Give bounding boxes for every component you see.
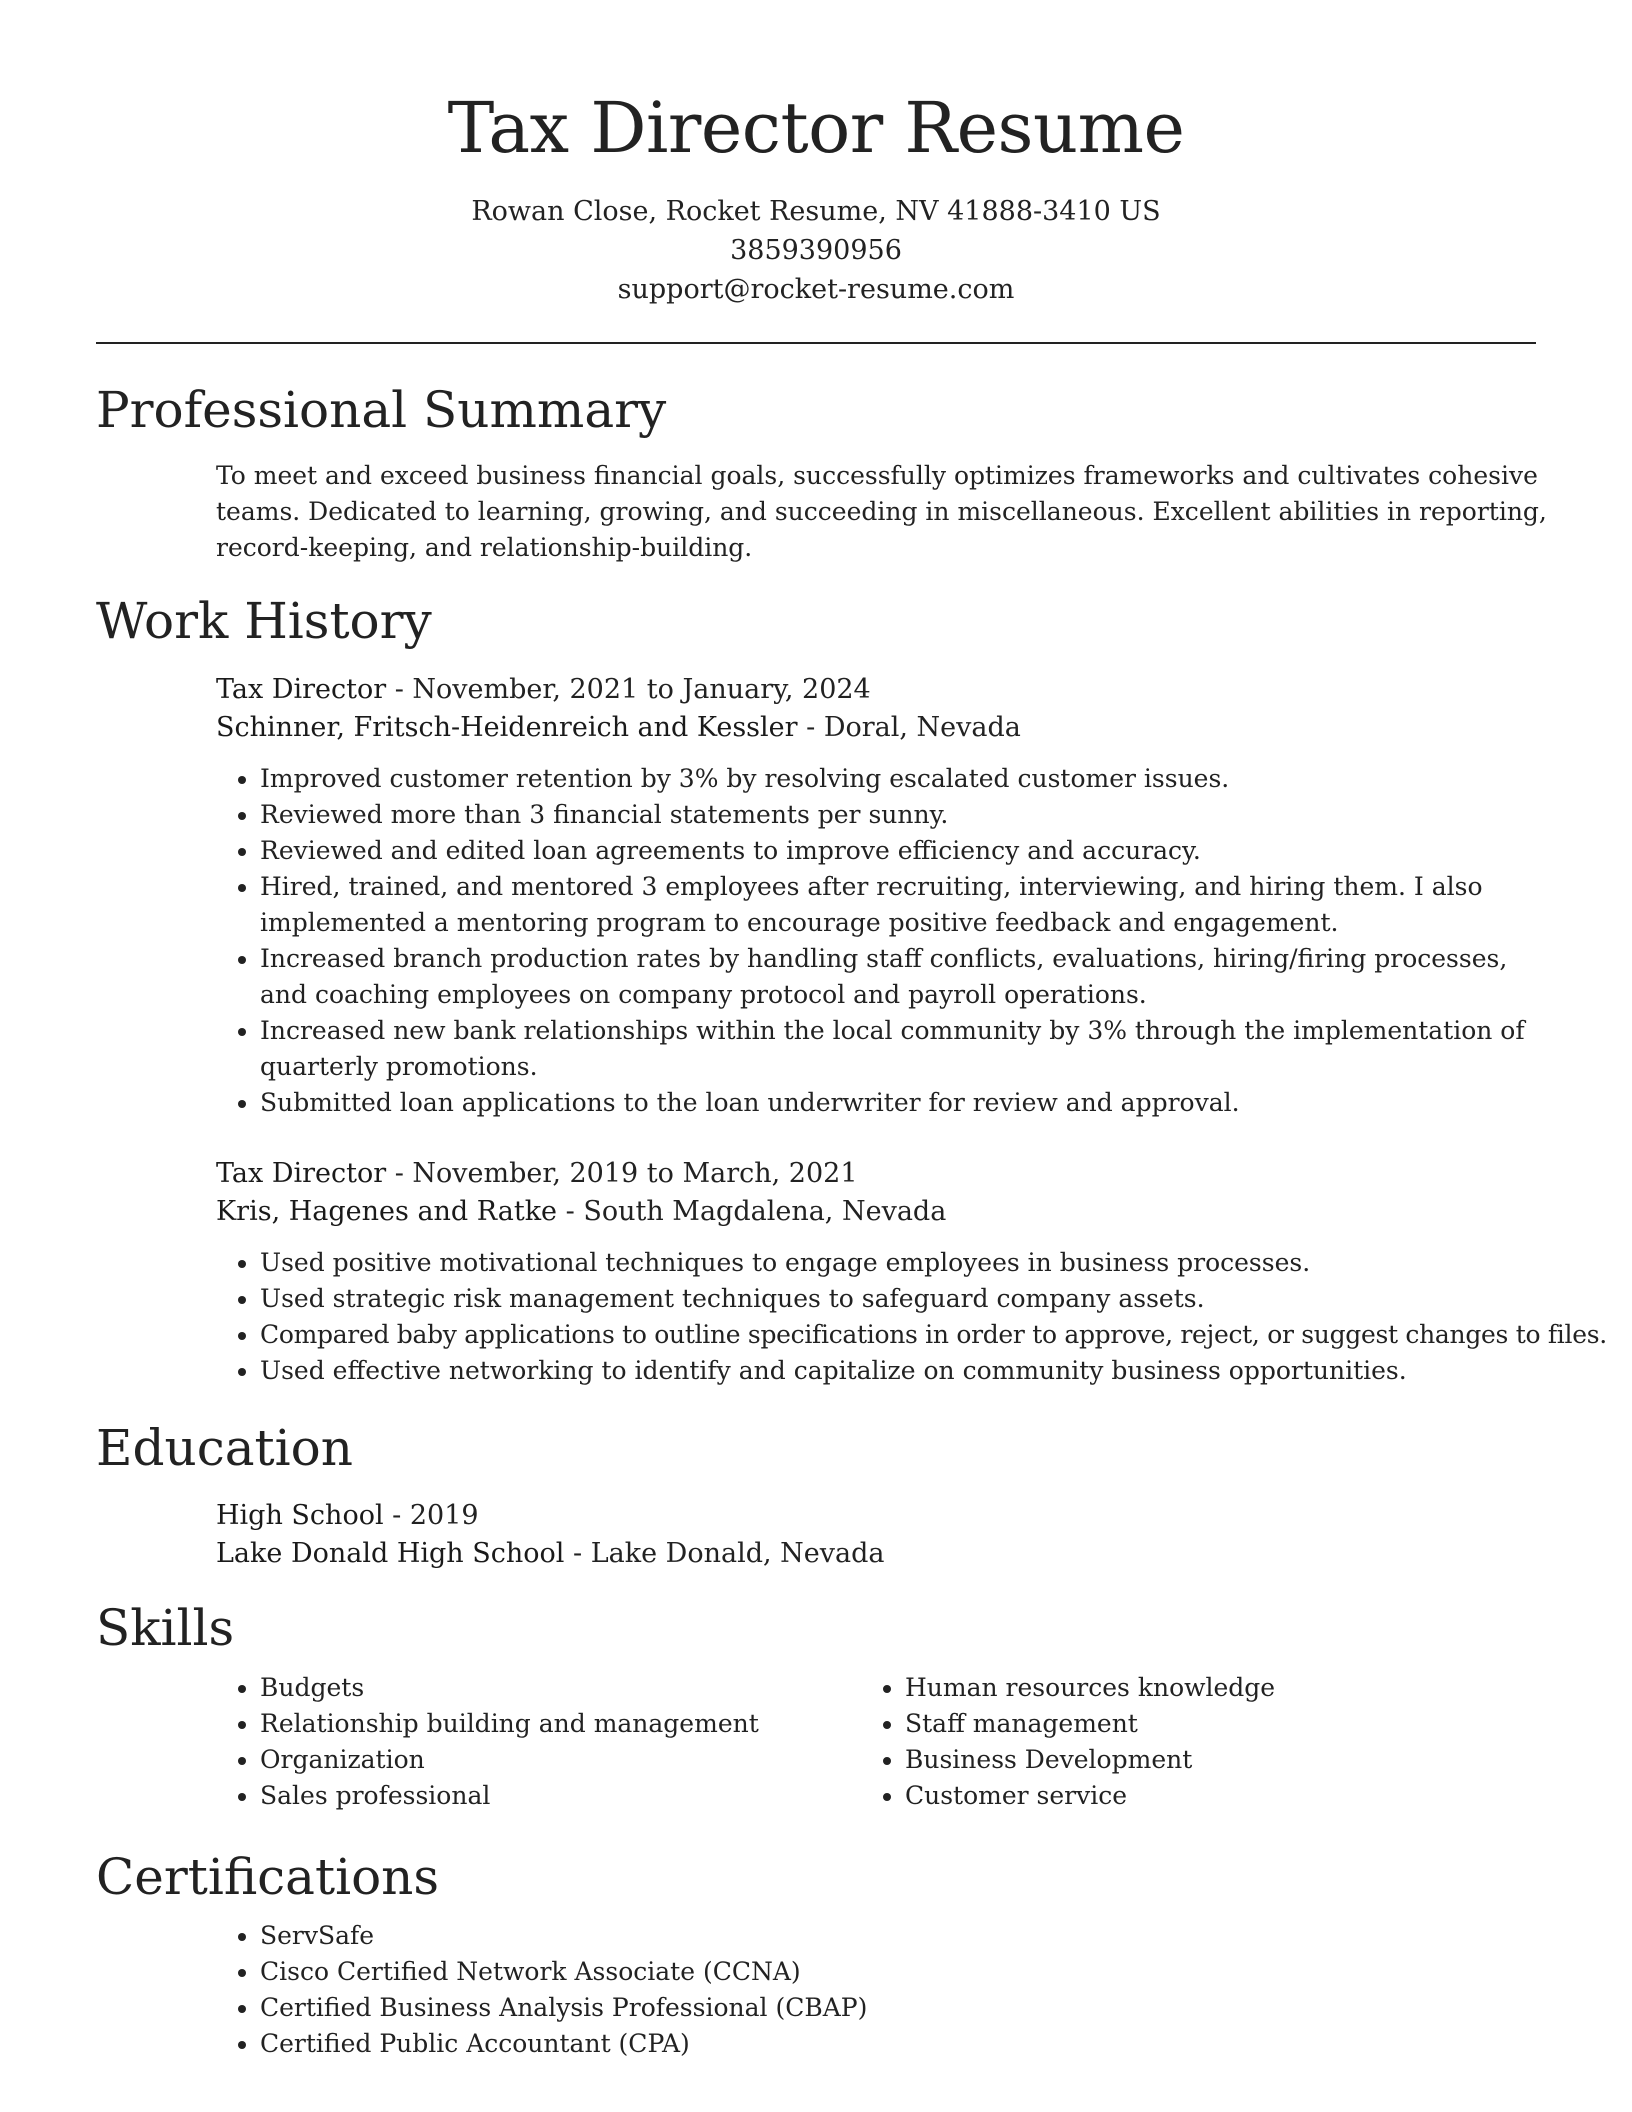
job-dates: - November, 2019 to March, 2021 [386, 1158, 858, 1189]
job-bullet: • Used strategic risk management techniques to safeguard company assets. [260, 1281, 1552, 1317]
job-location: - South Magdalena, Nevada [557, 1196, 947, 1227]
certification-item: • Cisco Certified Network Associate (CCNA) [260, 1954, 1552, 1990]
job-bullet-list [216, 1245, 1607, 1389]
job-bullet: • Used effective networking to identify and capitalize on community business opportunities. [260, 1353, 1552, 1389]
skill-item: • Sales professional [260, 1778, 856, 1814]
certifications-list [216, 1918, 1552, 2062]
job-company: Kris, Hagenes and Ratke [216, 1196, 558, 1227]
job-bullet: • Reviewed more than 3 financial statements per sunny. [260, 797, 1552, 833]
education-degree: High School [216, 1500, 384, 1531]
job-bullet-list [216, 761, 1552, 1121]
skills-list-left [216, 1670, 856, 1814]
job-bullet: • Increased new bank relationships within the local community by 3% through the implementation of quarterly promotions. [260, 1013, 1552, 1085]
section-title-work-history: Work History [96, 592, 432, 650]
section-title-education: Education [96, 1419, 353, 1477]
job-bullet: • Improved customer retention by 3% by resolving escalated customer issues. [260, 761, 1552, 797]
skills-list-right [861, 1670, 1501, 1814]
resume-title: Tax Director Resume [447, 87, 1185, 169]
education-location: - Lake Donald, Nevada [564, 1538, 885, 1569]
certification-item: • Certified Business Analysis Professional (CBAP) [260, 1990, 1552, 2026]
skill-item: • Budgets [260, 1670, 856, 1706]
certification-item: • ServSafe [260, 1918, 1552, 1954]
job-entry [216, 671, 1552, 1121]
education-degree-line [216, 1497, 1552, 1535]
skill-item: • Customer service [905, 1778, 1501, 1814]
skill-item: • Human resources knowledge [905, 1670, 1501, 1706]
education-school-line [216, 1535, 1552, 1573]
header-divider [96, 342, 1536, 344]
skill-item: • Staff management [905, 1706, 1501, 1742]
resume-header [0, 0, 1632, 309]
contact-address: Rowan Close, Rocket Resume, NV 41888-3410 US [471, 196, 1161, 227]
contact-info [0, 192, 1632, 309]
certifications-block [216, 1918, 1552, 2062]
contact-email: support@rocket-resume.com [617, 274, 1015, 305]
section-title-skills: Skills [96, 1599, 235, 1657]
section-title-summary: Professional Summary [96, 381, 667, 439]
job-company-line [216, 709, 1552, 747]
job-title: Tax Director [216, 674, 387, 705]
job-bullet: • Hired, trained, and mentored 3 employees after recruiting, interviewing, and hiring them. I also implemented a mentoring program to encourage positive feedback and engagement. [260, 869, 1552, 941]
job-location: - Doral, Nevada [797, 712, 1021, 743]
job-bullet: • Compared baby applications to outline specifications in order to approve, reject, or suggest changes to files. [260, 1317, 1552, 1353]
skill-item: • Relationship building and management [260, 1706, 856, 1742]
job-title-line [216, 1155, 1552, 1193]
section-title-certifications: Certifications [96, 1848, 440, 1906]
education-year: - 2019 [383, 1500, 479, 1531]
certification-item: • Certified Public Accountant (CPA) [260, 2026, 1552, 2062]
job-title-line [216, 671, 1552, 709]
education-school: Lake Donald High School [216, 1538, 565, 1569]
education-entry [216, 1497, 1552, 1573]
job-bullet: • Submitted loan applications to the loan underwriter for review and approval. [260, 1085, 1552, 1121]
job-company-line [216, 1193, 1552, 1231]
job-company: Schinner, Fritsch-Heidenreich and Kessler [216, 712, 798, 743]
job-bullet: • Increased branch production rates by handling staff conflicts, evaluations, hiring/firing processes, and coaching employees on company protocol and payroll operations. [260, 941, 1552, 1013]
summary-text: To meet and exceed business financial goals, successfully optimizes frameworks and cultivates cohesive teams. Dedicated to learning, growing, and succeeding in miscellaneous. Excellent abilities in reporting, record-keeping, and relationship-building. [216, 461, 1547, 562]
job-title: Tax Director [216, 1158, 387, 1189]
contact-phone: 3859390956 [730, 235, 902, 266]
job-entry [216, 1155, 1607, 1389]
skill-item: • Organization [260, 1742, 856, 1778]
job-bullet: • Reviewed and edited loan agreements to improve efficiency and accuracy. [260, 833, 1552, 869]
summary-block [216, 458, 1552, 566]
skills-column-left [216, 1670, 856, 1814]
skills-block [216, 1670, 1552, 1820]
job-dates: - November, 2021 to January, 2024 [386, 674, 871, 705]
skills-column-right [861, 1670, 1501, 1814]
job-bullet: • Used positive motivational techniques to engage employees in business processes. [260, 1245, 1552, 1281]
skill-item: • Business Development [905, 1742, 1501, 1778]
